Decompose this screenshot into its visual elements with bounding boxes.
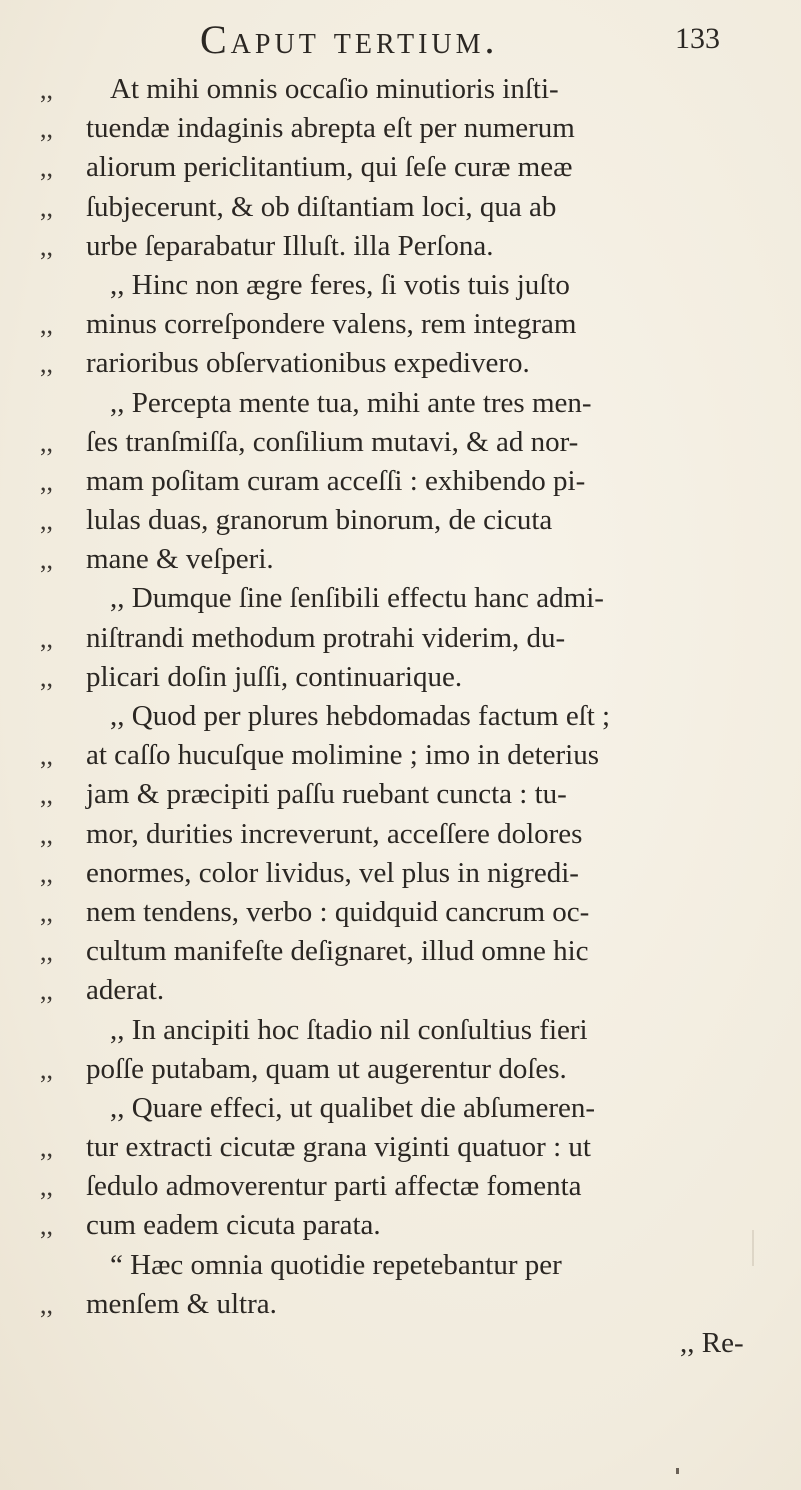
line-text: urbe ſeparabatur Illuſt. illa Perſona. xyxy=(86,229,494,262)
text-line xyxy=(40,1324,780,1363)
line-text: niſtrandi methodum protrahi viderim, du- xyxy=(86,621,566,654)
line-text: At mihi omnis occaſio minutioris inſti- xyxy=(110,73,559,105)
line-text: at caſſo hucuſque molimine ; imo in deterius xyxy=(86,739,600,772)
margin-quote-mark: ,, xyxy=(40,75,53,104)
line-text: cum eadem cicuta parata. xyxy=(86,1209,381,1242)
text-line xyxy=(40,1128,780,1167)
text-line xyxy=(40,344,780,383)
body-text xyxy=(40,70,780,1363)
line-text: ſedulo admoverentur parti affectæ fomenta xyxy=(86,1170,582,1203)
margin-quote-mark: ,, xyxy=(40,506,53,536)
margin-quote-mark: ,, xyxy=(40,349,53,379)
text-line xyxy=(40,384,780,423)
margin-quote-mark: ,, xyxy=(40,310,53,340)
text-line xyxy=(40,109,780,148)
line-text: cultum manifeſte deſignaret, illud omne hic xyxy=(86,935,589,968)
margin-quote-mark: ,, xyxy=(40,1133,53,1163)
text-line xyxy=(40,1167,780,1206)
text-line xyxy=(40,1285,780,1324)
page-edge-mark xyxy=(752,1230,778,1266)
line-text: aliorum periclitantium, qui ſeſe curæ meæ xyxy=(86,151,573,184)
margin-quote-mark: ,, xyxy=(40,1289,53,1319)
line-text: mor, durities increverunt, acceſſere dolores xyxy=(86,817,583,850)
text-line xyxy=(40,423,780,462)
margin-quote-mark: ,, xyxy=(40,231,53,261)
text-line xyxy=(40,1050,780,1089)
line-text: ,, Percepta mente tua, mihi ante tres men- xyxy=(110,386,592,419)
line-text: aderat. xyxy=(86,974,165,1007)
line-text: ,, In ancipiti hoc ſtadio nil conſultius fieri xyxy=(110,1013,588,1046)
line-text: rarioribus obſervationibus expedivero. xyxy=(86,347,530,380)
margin-quote-mark: ,, xyxy=(40,466,53,496)
text-line xyxy=(40,70,780,109)
text-line xyxy=(40,227,780,266)
margin-quote-mark: ,, xyxy=(40,1211,53,1241)
margin-quote-mark: ,, xyxy=(40,976,53,1006)
margin-quote-mark: ,, xyxy=(40,427,53,457)
line-text: jam & præcipiti paſſu ruebant cuncta : tu- xyxy=(86,778,567,811)
margin-quote-mark: ,, xyxy=(40,1054,53,1084)
text-line xyxy=(40,1206,780,1245)
text-line xyxy=(40,462,780,501)
line-text: menſem & ultra. xyxy=(86,1287,277,1320)
line-text: ſubjecerunt, & ob diſtantiam loci, qua ab xyxy=(86,190,557,223)
text-line xyxy=(40,619,780,658)
line-text: minus correſpondere valens, rem integram xyxy=(86,308,577,341)
margin-quote-mark: ,, xyxy=(40,741,53,771)
text-line xyxy=(40,148,780,187)
text-line xyxy=(40,932,780,971)
text-line xyxy=(40,1246,780,1285)
margin-quote-mark: ,, xyxy=(40,662,53,692)
line-text: ,, Re- xyxy=(680,1327,744,1359)
text-line xyxy=(40,266,780,305)
line-text: nem tendens, verbo : quidquid cancrum oc- xyxy=(86,895,590,928)
line-text: ,, Hinc non ægre feres, ſi votis tuis juſto xyxy=(110,268,570,301)
line-text: lulas duas, granorum binorum, de cicuta xyxy=(86,504,553,537)
text-line xyxy=(40,815,780,854)
text-line xyxy=(40,501,780,540)
margin-quote-mark: ,, xyxy=(40,858,53,888)
margin-quote-mark: ,, xyxy=(40,153,53,183)
ink-speck xyxy=(676,1468,679,1474)
text-line xyxy=(40,697,780,736)
line-text: ,, Quare effeci, ut qualibet die abſumeren- xyxy=(110,1091,595,1124)
margin-quote-mark: ,, xyxy=(40,623,53,653)
line-text: poſſe putabam, quam ut augerentur doſes. xyxy=(86,1052,567,1085)
margin-quote-mark: ,, xyxy=(40,1172,53,1202)
text-line xyxy=(40,305,780,344)
line-text: mane & veſperi. xyxy=(86,543,274,576)
margin-quote-mark: ,, xyxy=(40,937,53,967)
line-text: “ Hæc omnia quotidie repetebantur per xyxy=(110,1248,562,1281)
text-line xyxy=(40,540,780,579)
line-text: tuendæ indaginis abrepta eſt per numerum xyxy=(86,112,575,145)
text-line xyxy=(40,893,780,932)
margin-quote-mark: ,, xyxy=(40,780,53,810)
text-line xyxy=(40,1011,780,1050)
text-line xyxy=(40,188,780,227)
margin-quote-mark: ,, xyxy=(40,897,53,927)
text-line xyxy=(40,736,780,775)
line-text: ſes tranſmiſſa, conſilium mutavi, & ad nor- xyxy=(86,425,579,458)
line-text: tur extracti cicutæ grana viginti quatuor : ut xyxy=(86,1131,591,1164)
text-line xyxy=(40,658,780,697)
running-head: Caput tertium. xyxy=(200,17,499,62)
text-line xyxy=(40,579,780,618)
line-text: enormes, color lividus, vel plus in nigredi- xyxy=(86,856,579,889)
line-text: ,, Dumque ſine ſenſibili effectu hanc admi- xyxy=(110,582,604,615)
page-header xyxy=(200,10,720,70)
margin-quote-mark: ,, xyxy=(40,545,53,575)
text-line xyxy=(40,775,780,814)
margin-quote-mark: ,, xyxy=(40,192,53,222)
text-line xyxy=(40,1089,780,1128)
line-text: ,, Quod per plures hebdomadas factum eſt ; xyxy=(110,700,611,732)
line-text: plicari doſin juſſi, continuarique. xyxy=(86,660,463,693)
line-text: mam poſitam curam acceſſi : exhibendo pi- xyxy=(86,464,586,497)
text-line xyxy=(40,854,780,893)
page-number: 133 xyxy=(675,22,720,55)
margin-quote-mark: ,, xyxy=(40,819,53,849)
margin-quote-mark: ,, xyxy=(40,114,53,144)
text-line xyxy=(40,971,780,1010)
